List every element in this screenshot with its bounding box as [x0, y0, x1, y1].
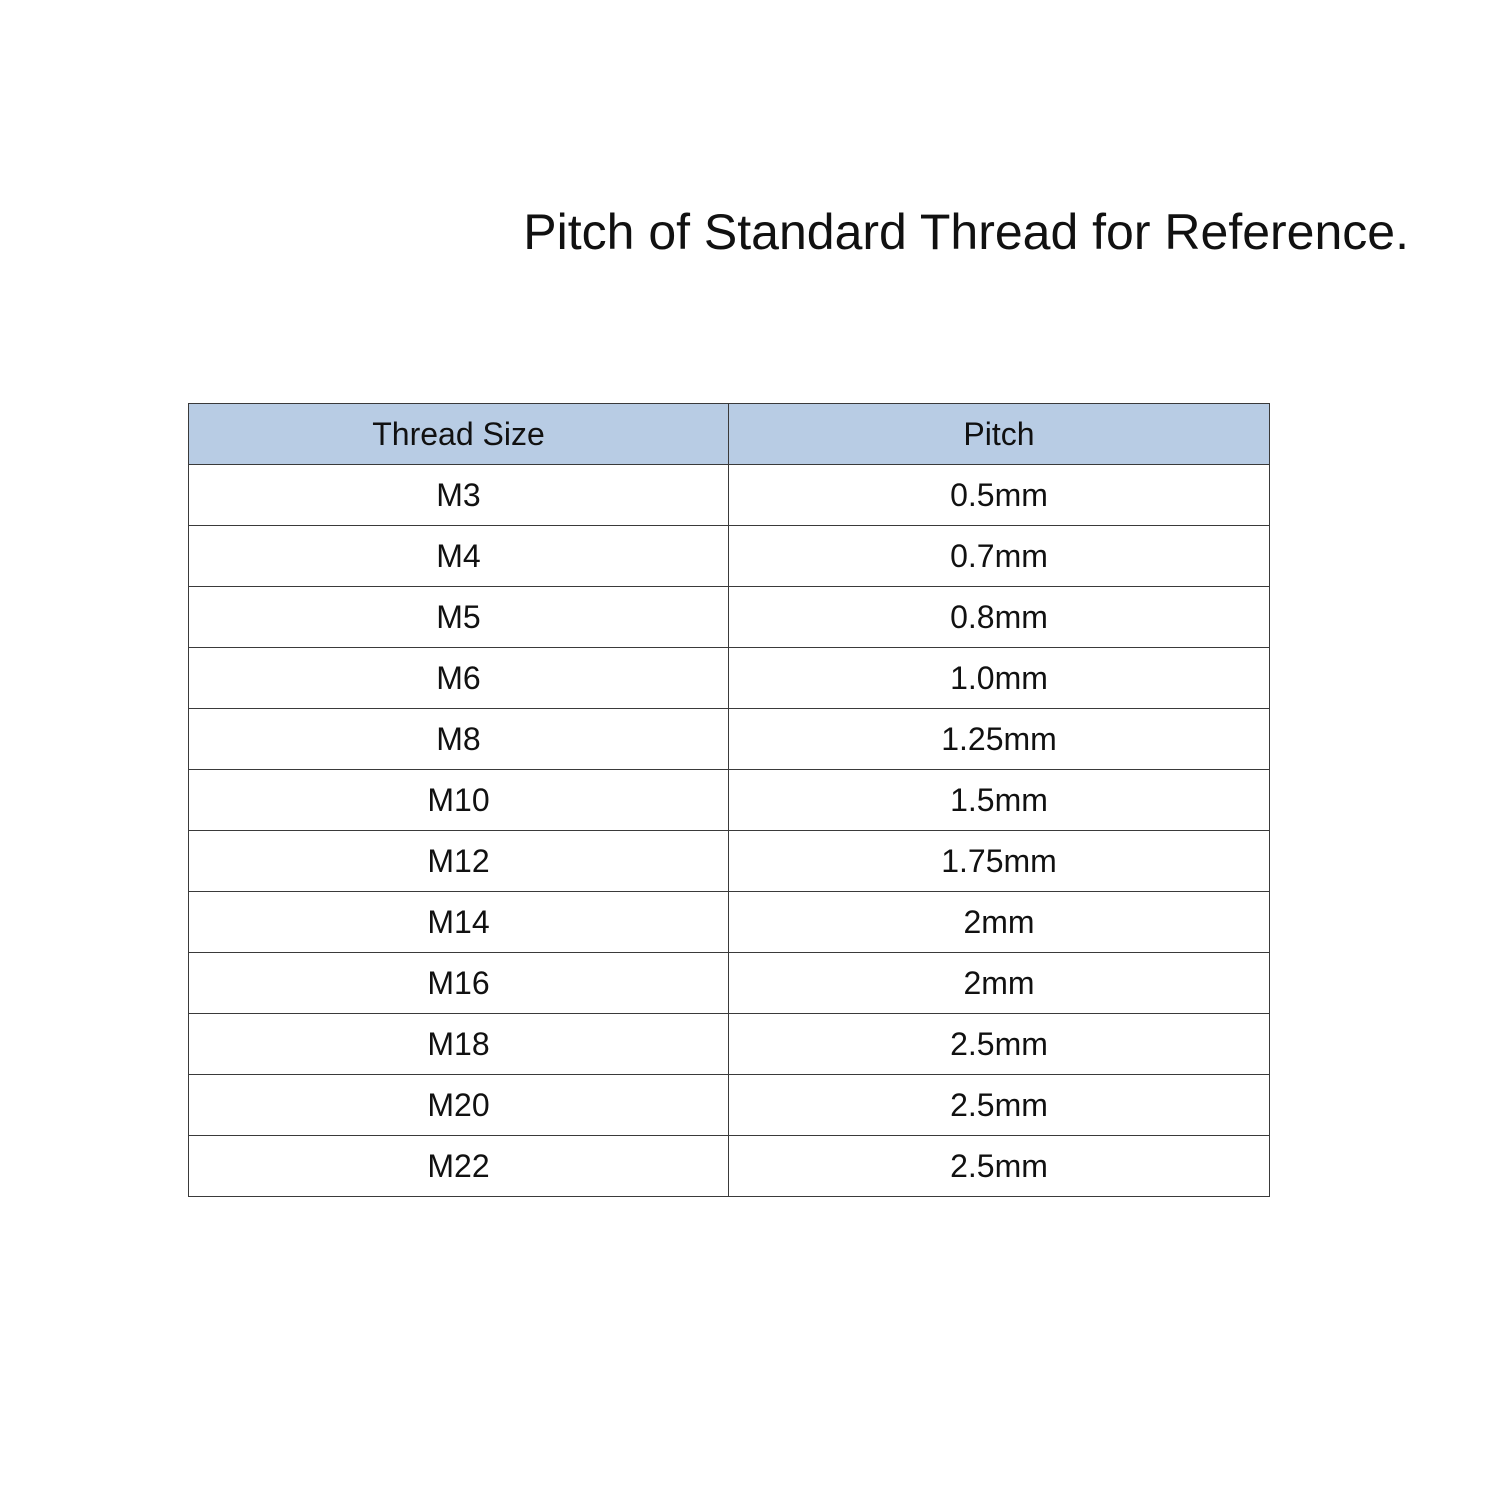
thread-size-cell: M16 [189, 953, 729, 1014]
thread-size-cell: M22 [189, 1136, 729, 1197]
thread-size-cell: M12 [189, 831, 729, 892]
table-row [189, 892, 1270, 953]
table-row [189, 465, 1270, 526]
thread-size-cell: M5 [189, 587, 729, 648]
table-row [189, 770, 1270, 831]
table-row [189, 953, 1270, 1014]
column-header-thread-size: Thread Size [189, 404, 729, 465]
thread-size-cell: M6 [189, 648, 729, 709]
thread-size-cell: M18 [189, 1014, 729, 1075]
pitch-cell: 2mm [729, 953, 1270, 1014]
table-row [189, 1014, 1270, 1075]
table-header-row [189, 404, 1270, 465]
thread-size-cell: M20 [189, 1075, 729, 1136]
pitch-cell: 2.5mm [729, 1136, 1270, 1197]
thread-pitch-table [188, 403, 1270, 1197]
thread-size-cell: M14 [189, 892, 729, 953]
pitch-cell: 1.75mm [729, 831, 1270, 892]
page-title: Pitch of Standard Thread for Reference. [523, 204, 1409, 260]
column-header-pitch: Pitch [729, 404, 1270, 465]
pitch-cell: 0.8mm [729, 587, 1270, 648]
table-row [189, 648, 1270, 709]
table-row [189, 526, 1270, 587]
table-row [189, 1075, 1270, 1136]
pitch-cell: 2mm [729, 892, 1270, 953]
pitch-cell: 2.5mm [729, 1014, 1270, 1075]
pitch-cell: 1.0mm [729, 648, 1270, 709]
table-row [189, 831, 1270, 892]
table-row [189, 709, 1270, 770]
thread-size-cell: M8 [189, 709, 729, 770]
pitch-cell: 2.5mm [729, 1075, 1270, 1136]
thread-size-cell: M4 [189, 526, 729, 587]
thread-size-cell: M3 [189, 465, 729, 526]
pitch-cell: 1.5mm [729, 770, 1270, 831]
table-row [189, 587, 1270, 648]
table-row [189, 1136, 1270, 1197]
pitch-cell: 0.7mm [729, 526, 1270, 587]
thread-size-cell: M10 [189, 770, 729, 831]
pitch-cell: 1.25mm [729, 709, 1270, 770]
pitch-cell: 0.5mm [729, 465, 1270, 526]
